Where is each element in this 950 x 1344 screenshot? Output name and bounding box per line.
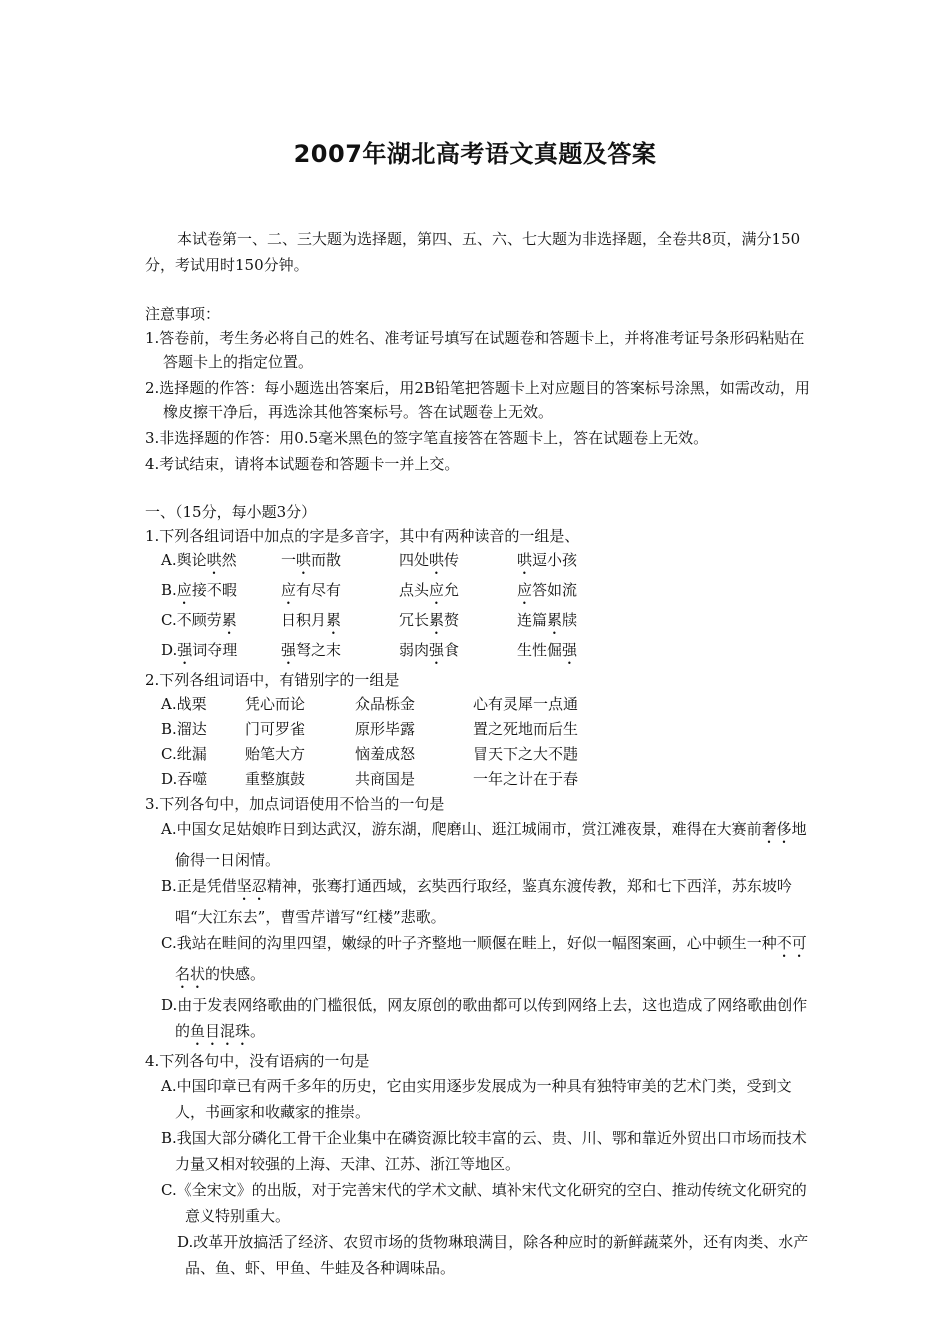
emphasis-mark: 强 — [281, 641, 297, 659]
q2-cell: 重整旗鼓 — [245, 770, 306, 788]
emphasis-mark: 奢侈 — [761, 820, 792, 838]
option-c: C.我站在畦间的沟里四望，嫩绿的叶子齐整地一顺偃在畦上，好似一幅图案画，心中顿生一种不可名状的快感。 — [161, 934, 807, 983]
option-grid — [145, 548, 813, 668]
q2-cell: 共商国是 — [355, 770, 416, 788]
option-d: D.由于发表网络歌曲的门槛很低，网友原创的歌曲都可以传到网络上去，这也造成了网络歌曲创作的鱼目混珠。 — [161, 996, 808, 1040]
q1-cell: 四处哄传 — [399, 551, 460, 569]
q2-cell: 心有灵犀一点通 — [473, 695, 579, 713]
option-d: D.改革开放搞活了经济、农贸市场的货物琳琅满目，除各种应时的新鲜蔬菜外，还有肉类、水产品、鱼、虾、甲鱼、牛蛙及各种调味品。 — [177, 1233, 809, 1277]
q1-cell: C.不顾劳累 — [161, 611, 237, 629]
q2-cell: A.战栗 — [161, 695, 207, 713]
question-stem: 2.下列各组词语中，有错别字的一组是 — [145, 671, 400, 689]
q1-cell: 哄逗小孩 — [517, 551, 578, 569]
emphasis-mark: 强 — [429, 641, 445, 659]
emphasis-mark: 不可名状 — [175, 934, 807, 983]
q2-cell: B.溜达 — [161, 720, 207, 738]
emphasis-mark: 哄 — [517, 551, 533, 569]
question-stem: 1.下列各组词语中加点的字是多音字，其中有两种读音的一组是、 — [145, 527, 580, 545]
q2-cell: D.吞噬 — [161, 770, 208, 788]
q2-cell: 原形毕露 — [355, 720, 416, 738]
q1-cell: 一哄而散 — [281, 551, 342, 569]
note-item: 4.考试结束，请将本试题卷和答题卡一并上交。 — [145, 455, 460, 473]
q2-cell: 冒天下之大不韪 — [473, 745, 579, 763]
emphasis-mark: 强 — [177, 641, 193, 659]
q2-cell: 众品栎金 — [355, 695, 416, 713]
q1-cell: 弱肉强食 — [399, 641, 460, 659]
emphasis-mark: 强 — [562, 641, 578, 659]
q1-cell: B.应接不暇 — [161, 581, 237, 599]
note-item: 3.非选择题的作答：用0.5毫米黑色的签字笔直接答在答题卡上，答在试题卷上无效。 — [145, 429, 709, 447]
section-heading: 一、（15分，每小题3分） — [145, 503, 317, 521]
intro-paragraph: 本试卷第一、二、三大题为选择题，第四、五、六、七大题为非选择题，全卷共8页，满分150分，考试用时150分钟。 — [145, 230, 801, 274]
emphasis-mark: 哄 — [429, 551, 445, 569]
q2-cell: 一年之计在于春 — [473, 770, 579, 788]
q1-cell: 应答如流 — [517, 581, 578, 599]
option-b: B.正是凭借坚忍精神，张骞打通西域，玄奘西行取经，鉴真东渡传教，郑和七下西洋，苏东坡吟唱“大江东去”，曹雪芹谱写“红楼”悲歌。 — [161, 877, 792, 926]
q2-cell: 恼羞成怒 — [355, 745, 416, 763]
emphasis-mark: 哄 — [296, 551, 312, 569]
question-3 — [145, 792, 813, 1049]
emphasis-mark: 累 — [547, 611, 563, 629]
emphasis-mark: 应 — [517, 581, 533, 599]
emphasis-mark: 应 — [176, 581, 192, 599]
question-stem: 4.下列各句中，没有语病的一句是 — [145, 1052, 370, 1070]
q2-cell: 凭心而论 — [245, 695, 306, 713]
option-grid — [145, 692, 813, 792]
q2-cell: C.纰漏 — [161, 745, 207, 763]
q1-cell: 冗长累赘 — [399, 611, 460, 629]
emphasis-mark: 鱼目混珠 — [190, 1022, 251, 1040]
notes-list — [145, 326, 813, 478]
option-c: C.《全宋文》的出版，对于完善宋代的学术文献、填补宋代文化研究的空白、推动传统文化研究的意义特别重大。 — [161, 1181, 807, 1225]
q2-cell: 门可罗雀 — [245, 720, 306, 738]
page-title: 2007年湖北高考语文真题及答案 — [293, 140, 657, 168]
option-a: A.中国女足姑娘昨日到达武汉，游东湖，爬磨山、逛江城闹市，赏江滩夜景，难得在大赛前奢侈地偷得一日闲情。 — [161, 820, 807, 869]
emphasis-mark: 哄 — [206, 551, 222, 569]
emphasis-mark: 累 — [326, 611, 342, 629]
q1-cell: 应有尽有 — [281, 581, 342, 599]
question-stem: 3.下列各句中，加点词语使用不恰当的一句是 — [145, 795, 445, 813]
q1-cell: 连篇累牍 — [517, 611, 578, 629]
option-b: B.我国大部分磷化工骨干企业集中在磷资源比较丰富的云、贵、川、鄂和靠近外贸出口市场而技术力量又相对较强的上海、天津、江苏、浙江等地区。 — [161, 1129, 807, 1173]
emphasis-mark: 应 — [281, 581, 297, 599]
q1-cell: 日积月累 — [281, 611, 342, 629]
q1-cell: 点头应允 — [399, 581, 460, 599]
question-list — [145, 524, 813, 1281]
q1-cell: A.舆论哄然 — [161, 551, 237, 569]
q1-cell: D.强词夺理 — [161, 641, 238, 659]
q2-cell: 置之死地而后生 — [473, 720, 579, 738]
emphasis-mark: 坚忍 — [236, 877, 267, 895]
emphasis-mark: 应 — [429, 581, 445, 599]
question-2 — [145, 668, 813, 792]
emphasis-mark: 累 — [429, 611, 445, 629]
question-4 — [145, 1049, 813, 1281]
emphasis-mark: 累 — [221, 611, 237, 629]
note-item: 2.选择题的作答：每小题选出答案后，用2B铅笔把答题卡上对应题目的答案标号涂黑，如需改动，用橡皮擦干净后，再选涂其他答案标号。答在试题卷上无效。 — [145, 379, 810, 421]
q1-cell: 生性倔强 — [517, 641, 578, 659]
q1-cell: 强弩之末 — [281, 641, 342, 659]
note-item: 1.答卷前，考生务必将自己的姓名、准考证号填写在试题卷和答题卡上，并将准考证号条形码粘贴在答题卡上的指定位置。 — [145, 329, 805, 371]
notes-heading: 注意事项： — [145, 305, 221, 323]
option-a: A.中国印章已有两千多年的历史，它由实用逐步发展成为一种具有独特审美的艺术门类，受到文人，书画家和收藏家的推崇。 — [161, 1077, 792, 1121]
q2-cell: 贻笔大方 — [245, 745, 306, 763]
question-1 — [145, 524, 813, 668]
